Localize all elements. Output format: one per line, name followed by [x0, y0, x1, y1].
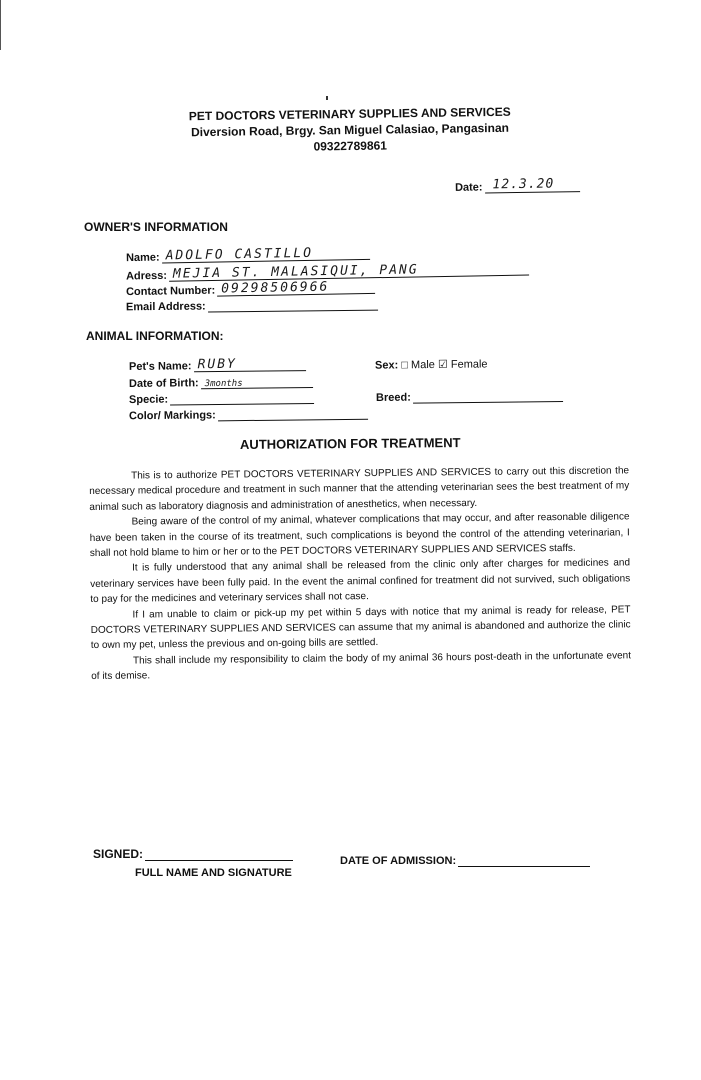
- authorization-paragraph: Being aware of the control of my animal, whatever complications that may occur, and after reasonable diligence have been taken in the course of its treatment, such complications is beyond the control of the attending veterinarian, I shall not hold blame to him or her or to the PET DOCTORS VETERINARY SUPPLIES AND SERVICES staffs.: [89, 511, 630, 560]
- authorization-body: [89, 463, 631, 684]
- date-line[interactable]: [484, 177, 579, 193]
- clinic-header: [150, 103, 551, 157]
- owner-section-title: OWNER'S INFORMATION: [84, 220, 228, 234]
- owner-name-field: [126, 246, 370, 264]
- owner-address-label: Adress:: [125, 269, 168, 283]
- admission-date-label: DATE OF ADMISSION:: [340, 855, 457, 867]
- owner-contact-field: [126, 280, 375, 298]
- admission-date-line[interactable]: [458, 854, 590, 867]
- owner-name-label: Name:: [125, 251, 160, 265]
- pet-dob-value: 3months: [204, 378, 243, 390]
- owner-email-line[interactable]: [208, 297, 378, 313]
- animal-section-title: ANIMAL INFORMATION:: [86, 329, 224, 343]
- pet-sex-label: Sex:: [374, 359, 399, 372]
- owner-address-value: MEJIA ST. MALASIQUI, PANG: [172, 262, 419, 282]
- owner-contact-label: Contact Number:: [125, 284, 216, 299]
- pet-sex-field: [375, 357, 488, 371]
- pet-breed-field: [376, 388, 563, 404]
- signature-line[interactable]: [145, 848, 293, 861]
- pet-name-line[interactable]: [193, 357, 305, 372]
- authorization-paragraph: This shall include my responsibility to claim the body of my animal 36 hours post-death in the unfortunate event of its demise.: [91, 650, 632, 683]
- signed-field: [93, 847, 293, 861]
- owner-contact-line[interactable]: [217, 280, 375, 297]
- pet-color-label: Color/ Markings:: [128, 409, 216, 423]
- pet-dob-field: [129, 374, 313, 390]
- date-field: [455, 177, 580, 194]
- pet-color-line[interactable]: [218, 406, 368, 422]
- clinic-name: PET DOCTORS VETERINARY SUPPLIES AND SERVICES: [188, 104, 511, 124]
- page-edge-line: [0, 0, 1, 50]
- scan-mark: [326, 96, 328, 100]
- pet-sex-options[interactable]: □ Male ☑ Female: [401, 358, 488, 372]
- clinic-phone: 09322789861: [313, 138, 388, 154]
- owner-email-field: [126, 297, 378, 314]
- date-value: 12.3.20: [492, 176, 555, 193]
- pet-specie-field: [129, 390, 314, 406]
- date-label: Date:: [454, 181, 483, 194]
- pet-specie-line[interactable]: [170, 390, 314, 406]
- clinic-address: Diversion Road, Brgy. San Miguel Calasiao, Pangasinan: [190, 120, 510, 140]
- authorization-paragraph: This is to authorize PET DOCTORS VETERINARY SUPPLIES AND SERVICES to carry out this discretion the necessary medical procedure and treatment in such manner that the attending veterinarian sees the best treatment of my animal such as laboratory diagnosis and administration of anesthetics, when necessary.: [89, 465, 630, 513]
- full-name-caption: FULL NAME AND SIGNATURE: [135, 867, 292, 879]
- pet-color-field: [129, 406, 368, 422]
- pet-specie-label: Specie:: [128, 393, 169, 406]
- pet-name-label: Pet's Name:: [128, 360, 192, 373]
- pet-name-field: [129, 357, 306, 373]
- owner-name-value: ADOLFO CASTILLO: [165, 245, 314, 264]
- owner-contact-value: 09298506966: [221, 279, 330, 297]
- owner-address-line[interactable]: [169, 261, 529, 281]
- authorization-paragraph: If I am unable to claim or pick-up my pet within 5 days with notice that my animal is ready for release, PET DOCTORS VETERINARY SUPPLIES AND SERVICES can assume that my animal is abandoned and authorize the clinic to own my pet, unless the previous and on-going bills are settled.: [90, 603, 631, 652]
- pet-breed-label: Breed:: [375, 391, 411, 404]
- owner-email-label: Email Address:: [125, 300, 206, 314]
- signed-label: SIGNED:: [93, 847, 144, 861]
- admission-date-field: [340, 854, 590, 867]
- pet-dob-line[interactable]: [201, 374, 313, 389]
- pet-dob-label: Date of Birth:: [128, 377, 199, 390]
- owner-name-line[interactable]: [162, 246, 370, 264]
- authorization-paragraph: It is fully understood that any animal shall be released from the clinic only after charges for medicines and veterinary services have been fully paid. In the event the animal confined for treatment did not survived, such obligations to pay for the medicines and veterinary services shall not case.: [90, 557, 631, 606]
- pet-name-value: RUBY: [197, 356, 237, 373]
- pet-breed-line[interactable]: [413, 388, 563, 404]
- authorization-title: AUTHORIZATION FOR TREATMENT: [239, 435, 461, 452]
